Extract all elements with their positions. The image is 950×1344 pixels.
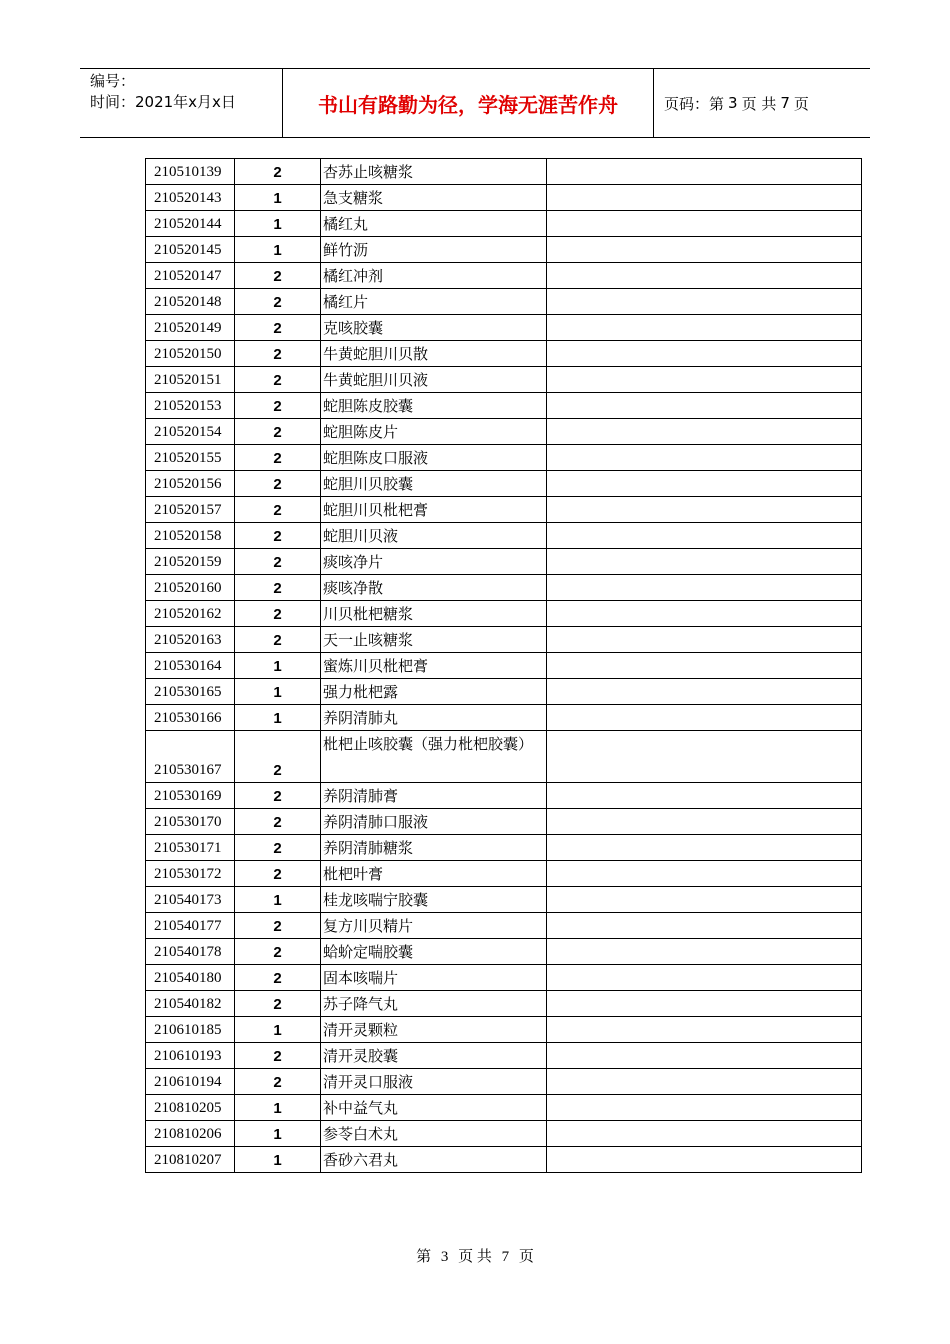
document-number-label: 编号： (90, 72, 136, 90)
row-name: 蛇胆陈皮口服液 (321, 445, 547, 471)
row-name: 蜜炼川贝枇杷膏 (321, 653, 547, 679)
row-name: 复方川贝精片 (321, 913, 547, 939)
header-slogan: 书山有路勤为径，学海无涯苦作舟 (282, 69, 654, 137)
row-name: 桂龙咳喘宁胶囊 (321, 887, 547, 913)
row-note (547, 705, 862, 731)
row-code: 210610193 (146, 1043, 235, 1069)
row-code: 210520149 (146, 315, 235, 341)
row-note (547, 601, 862, 627)
row-note (547, 341, 862, 367)
table-row (146, 445, 862, 471)
row-code: 210540173 (146, 887, 235, 913)
row-name: 牛黄蛇胆川贝液 (321, 367, 547, 393)
row-note (547, 263, 862, 289)
row-code: 210520156 (146, 471, 235, 497)
row-code: 210610194 (146, 1069, 235, 1095)
row-code: 210530166 (146, 705, 235, 731)
row-level: 2 (235, 835, 321, 861)
document-time-label: 时间：2021年x月x日 (90, 93, 236, 111)
row-name: 补中益气丸 (321, 1095, 547, 1121)
row-level: 1 (235, 237, 321, 263)
row-level: 1 (235, 185, 321, 211)
row-note (547, 913, 862, 939)
row-level: 2 (235, 1069, 321, 1095)
page-label: 页码：第 (664, 94, 725, 113)
row-note (547, 1043, 862, 1069)
row-code: 210520148 (146, 289, 235, 315)
row-note (547, 809, 862, 835)
row-name: 蛇胆川贝胶囊 (321, 471, 547, 497)
row-level: 2 (235, 471, 321, 497)
row-level: 1 (235, 705, 321, 731)
row-name: 橘红片 (321, 289, 547, 315)
page-header (80, 68, 870, 138)
table-row (146, 627, 862, 653)
table-row (146, 211, 862, 237)
row-name: 蛇胆川贝液 (321, 523, 547, 549)
row-code: 210530169 (146, 783, 235, 809)
table-row (146, 289, 862, 315)
row-level: 2 (235, 627, 321, 653)
row-name: 枇杷止咳胶囊（强力枇杷胶囊） (321, 731, 547, 783)
row-level: 1 (235, 211, 321, 237)
row-level: 1 (235, 679, 321, 705)
page-current: 3 (728, 94, 738, 112)
row-level: 2 (235, 393, 321, 419)
table-row (146, 679, 862, 705)
row-code: 210610185 (146, 1017, 235, 1043)
row-name: 养阴清肺口服液 (321, 809, 547, 835)
row-code: 210520157 (146, 497, 235, 523)
table-row (146, 497, 862, 523)
row-note (547, 367, 862, 393)
row-name: 橘红冲剂 (321, 263, 547, 289)
row-note (547, 315, 862, 341)
header-page-info (654, 69, 870, 137)
row-note (547, 1147, 862, 1173)
row-note (547, 497, 862, 523)
row-name: 清开灵胶囊 (321, 1043, 547, 1069)
row-code: 210810205 (146, 1095, 235, 1121)
row-level: 1 (235, 1095, 321, 1121)
row-note (547, 887, 862, 913)
row-level: 2 (235, 159, 321, 185)
row-name: 蛇胆陈皮胶囊 (321, 393, 547, 419)
row-code: 210520150 (146, 341, 235, 367)
row-code: 210520155 (146, 445, 235, 471)
table-row (146, 159, 862, 185)
row-code: 210530172 (146, 861, 235, 887)
row-note (547, 731, 862, 783)
table-row (146, 835, 862, 861)
row-level: 2 (235, 341, 321, 367)
table-row (146, 1017, 862, 1043)
row-code: 210520145 (146, 237, 235, 263)
row-level: 1 (235, 653, 321, 679)
page-total: 7 (780, 94, 790, 112)
row-code: 210520162 (146, 601, 235, 627)
row-name: 强力枇杷露 (321, 679, 547, 705)
row-level: 2 (235, 575, 321, 601)
row-code: 210530171 (146, 835, 235, 861)
row-code: 210530170 (146, 809, 235, 835)
page-footer (0, 1245, 950, 1266)
row-name: 痰咳净片 (321, 549, 547, 575)
row-name: 鲜竹沥 (321, 237, 547, 263)
row-note (547, 835, 862, 861)
row-code: 210540182 (146, 991, 235, 1017)
row-note (547, 861, 862, 887)
row-code: 210520147 (146, 263, 235, 289)
row-level: 2 (235, 601, 321, 627)
row-code: 210520160 (146, 575, 235, 601)
table-row (146, 315, 862, 341)
row-code: 210520154 (146, 419, 235, 445)
row-note (547, 1121, 862, 1147)
row-name: 清开灵口服液 (321, 1069, 547, 1095)
footer-prefix: 第 (416, 1249, 432, 1265)
row-note (547, 679, 862, 705)
table-row (146, 1095, 862, 1121)
row-level: 2 (235, 315, 321, 341)
row-code: 210810207 (146, 1147, 235, 1173)
row-level: 2 (235, 913, 321, 939)
table-row (146, 341, 862, 367)
row-name: 香砂六君丸 (321, 1147, 547, 1173)
row-code: 210540177 (146, 913, 235, 939)
row-name: 痰咳净散 (321, 575, 547, 601)
row-level: 2 (235, 289, 321, 315)
row-level: 2 (235, 939, 321, 965)
row-code: 210540180 (146, 965, 235, 991)
row-note (547, 237, 862, 263)
row-name: 橘红丸 (321, 211, 547, 237)
table-row (146, 809, 862, 835)
row-note (547, 471, 862, 497)
row-name: 克咳胶囊 (321, 315, 547, 341)
table-row (146, 1043, 862, 1069)
row-note (547, 991, 862, 1017)
row-code: 210520144 (146, 211, 235, 237)
row-name: 清开灵颗粒 (321, 1017, 547, 1043)
table-row (146, 549, 862, 575)
row-name: 养阴清肺糖浆 (321, 835, 547, 861)
row-note (547, 653, 862, 679)
row-level: 2 (235, 965, 321, 991)
row-level: 2 (235, 523, 321, 549)
footer-suffix: 页 (518, 1249, 534, 1265)
table-row (146, 601, 862, 627)
row-level: 2 (235, 861, 321, 887)
row-note (547, 939, 862, 965)
row-note (547, 445, 862, 471)
row-note (547, 575, 862, 601)
row-code: 210530167 (146, 731, 235, 783)
row-name: 牛黄蛇胆川贝散 (321, 341, 547, 367)
table-row (146, 1121, 862, 1147)
row-level: 2 (235, 497, 321, 523)
table-row (146, 419, 862, 445)
row-level: 2 (235, 1043, 321, 1069)
table-row (146, 653, 862, 679)
row-note (547, 1095, 862, 1121)
row-name: 参苓白术丸 (321, 1121, 547, 1147)
row-note (547, 627, 862, 653)
row-note (547, 1017, 862, 1043)
table-row (146, 965, 862, 991)
row-level: 2 (235, 419, 321, 445)
page-end-label: 页 (793, 94, 809, 113)
row-name: 川贝枇杷糖浆 (321, 601, 547, 627)
table-row (146, 471, 862, 497)
row-level: 2 (235, 263, 321, 289)
row-level: 2 (235, 991, 321, 1017)
row-level: 1 (235, 887, 321, 913)
row-note (547, 419, 862, 445)
row-code: 210530164 (146, 653, 235, 679)
table-row (146, 393, 862, 419)
row-note (547, 185, 862, 211)
table-row (146, 939, 862, 965)
footer-current-page: 3 (440, 1249, 449, 1265)
page-mid-label: 页 共 (741, 94, 777, 113)
row-name: 养阴清肺膏 (321, 783, 547, 809)
row-note (547, 549, 862, 575)
table-row (146, 237, 862, 263)
row-name: 养阴清肺丸 (321, 705, 547, 731)
row-name: 固本咳喘片 (321, 965, 547, 991)
row-note (547, 211, 862, 237)
row-level: 2 (235, 783, 321, 809)
row-note (547, 783, 862, 809)
row-level: 2 (235, 809, 321, 835)
table-row (146, 185, 862, 211)
table-row (146, 991, 862, 1017)
table-row (146, 1147, 862, 1173)
row-note (547, 965, 862, 991)
row-note (547, 1069, 862, 1095)
row-name: 急支糖浆 (321, 185, 547, 211)
row-note (547, 393, 862, 419)
row-note (547, 159, 862, 185)
row-level: 1 (235, 1121, 321, 1147)
row-code: 210530165 (146, 679, 235, 705)
row-level: 2 (235, 731, 321, 783)
row-name: 苏子降气丸 (321, 991, 547, 1017)
row-level: 2 (235, 549, 321, 575)
header-meta (80, 69, 282, 137)
row-note (547, 289, 862, 315)
row-level: 1 (235, 1147, 321, 1173)
table-row (146, 705, 862, 731)
table-row (146, 523, 862, 549)
row-level: 2 (235, 367, 321, 393)
row-code: 210520163 (146, 627, 235, 653)
row-name: 枇杷叶膏 (321, 861, 547, 887)
table-row (146, 783, 862, 809)
row-code: 210520143 (146, 185, 235, 211)
row-code: 210520153 (146, 393, 235, 419)
table-row (146, 263, 862, 289)
row-level: 2 (235, 445, 321, 471)
row-name: 天一止咳糖浆 (321, 627, 547, 653)
table-row (146, 367, 862, 393)
table-row (146, 913, 862, 939)
row-name: 杏苏止咳糖浆 (321, 159, 547, 185)
row-name: 蛤蚧定喘胶囊 (321, 939, 547, 965)
table-row (146, 1069, 862, 1095)
row-note (547, 523, 862, 549)
table-row (146, 575, 862, 601)
row-name: 蛇胆川贝枇杷膏 (321, 497, 547, 523)
footer-total-pages: 7 (501, 1249, 510, 1265)
row-name: 蛇胆陈皮片 (321, 419, 547, 445)
table-row (146, 731, 862, 783)
row-code: 210540178 (146, 939, 235, 965)
row-code: 210810206 (146, 1121, 235, 1147)
table-row (146, 887, 862, 913)
row-level: 1 (235, 1017, 321, 1043)
row-code: 210520158 (146, 523, 235, 549)
table-row (146, 861, 862, 887)
drug-table (145, 158, 862, 1173)
row-code: 210520159 (146, 549, 235, 575)
footer-mid: 页 共 (458, 1249, 492, 1265)
row-code: 210520151 (146, 367, 235, 393)
row-code: 210510139 (146, 159, 235, 185)
